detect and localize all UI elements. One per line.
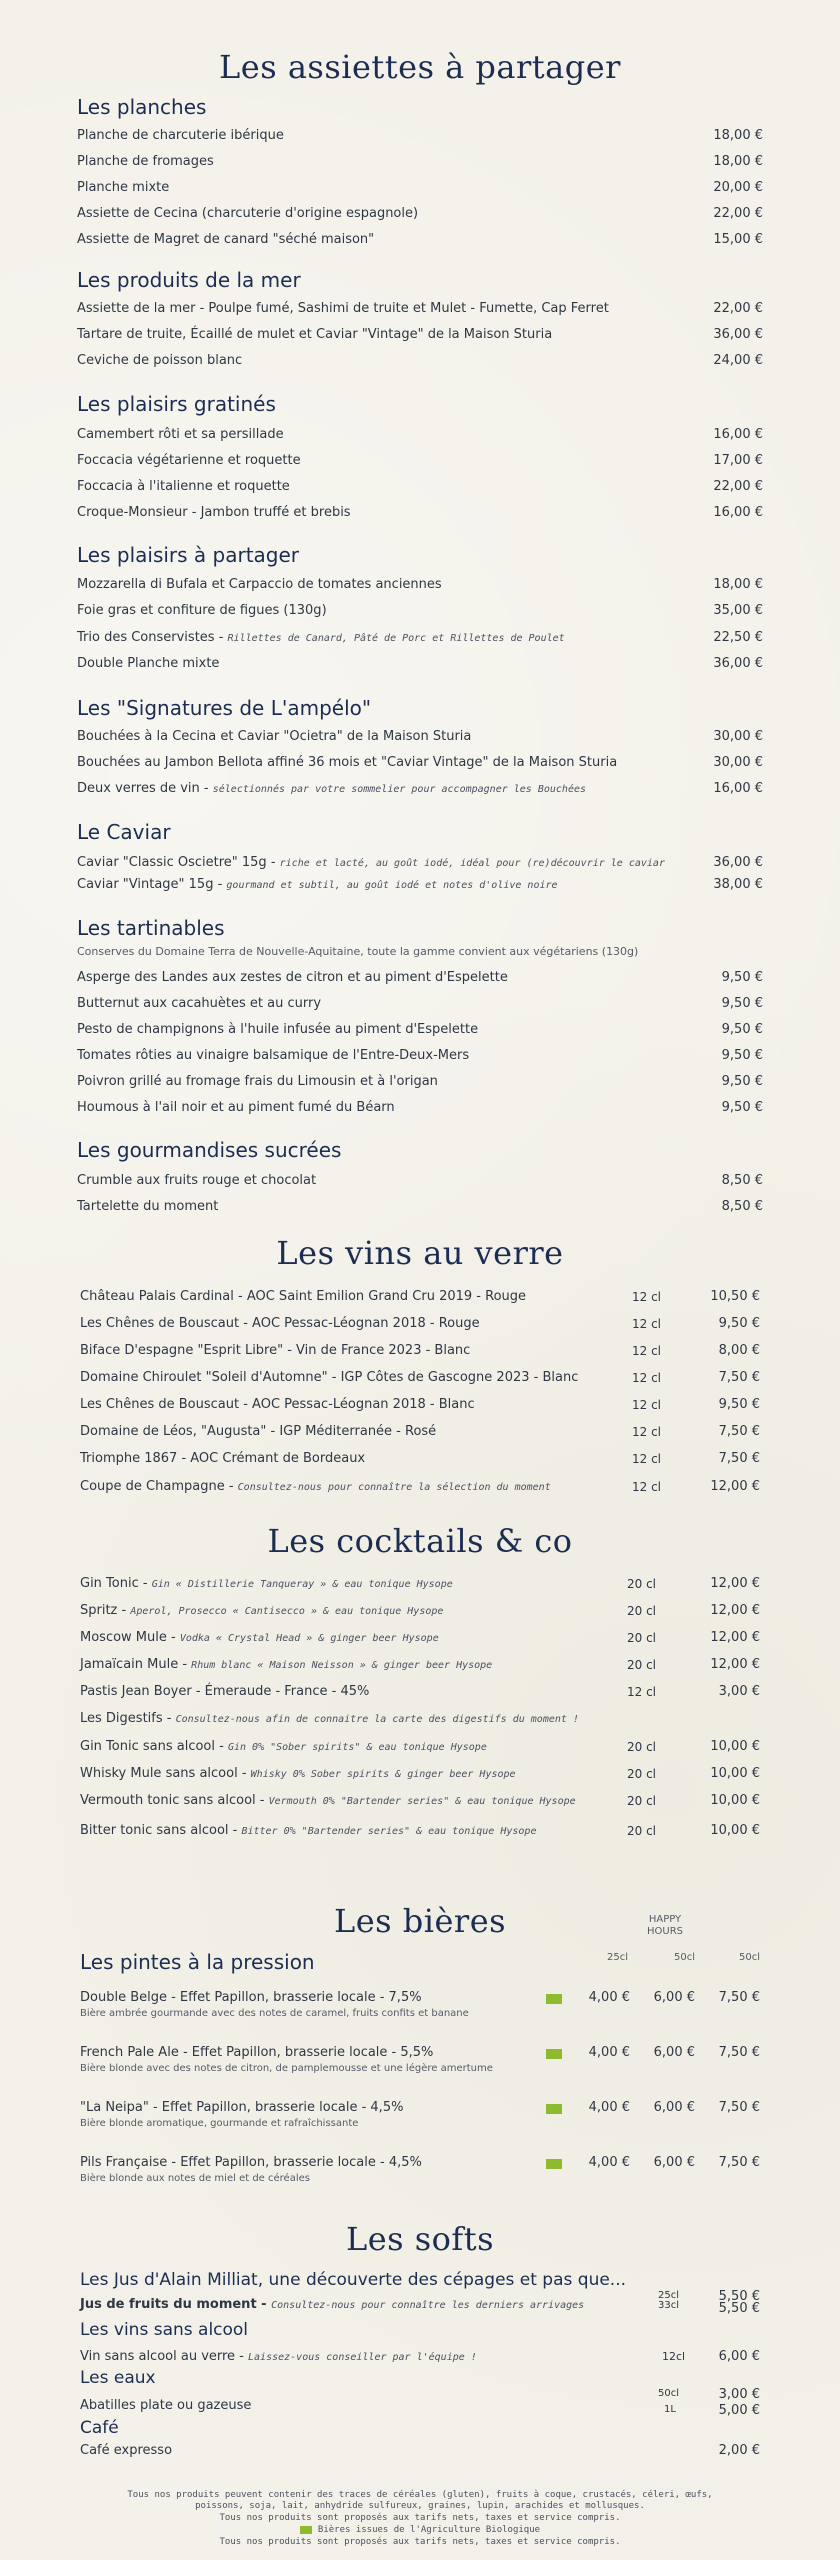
menu-item: Bouchées à la Cecina et Caviar "Ocietra" de la Maison Sturia 30,00 € [77, 729, 763, 744]
bio-legend: Bières issues de l'Agriculture Biologique [0, 2525, 840, 2536]
menu-item: Assiette de Magret de canard "séché maison" 15,00 € [77, 232, 763, 247]
wine-item: Coupe de Champagne - Consultez-nous pour connaître la sélection du moment 12 cl 12,00 € [80, 1479, 760, 1494]
title-assiettes: Les assiettes à partager [219, 48, 621, 86]
menu-item: Deux verres de vin - sélectionnés par votre sommelier pour accompagner les Bouchées 16,00 € [77, 781, 763, 796]
heading-cafe: Café [80, 2418, 119, 2438]
menu-item: Croque-Monsieur - Jambon truffé et brebis 16,00 € [77, 505, 763, 520]
heading-eaux: Les eaux [80, 2368, 156, 2388]
cocktail-item: Pastis Jean Boyer - Émeraude - France - 45% 12 cl 3,00 € [80, 1684, 760, 1699]
menu-item: Trio des Conservistes - Rillettes de Canard, Pâté de Porc et Rillettes de Poulet 22,50 € [77, 630, 763, 645]
tarifs-note-2: Tous nos produits sont proposés aux tarifs nets, taxes et service compris. [219, 2537, 621, 2547]
bio-badge-icon [546, 2159, 562, 2169]
soft-item: Jus de fruits du moment - Consultez-nous pour connaître les derniers arrivages 25cl 33cl 5,50 € 5,50 € [80, 2289, 760, 2316]
cocktail-item: Bitter tonic sans alcool - Bitter 0% "Bartender series" & eau tonique Hysope 20 cl 10,00 € [80, 1823, 760, 1838]
menu-item: Mozzarella di Bufala et Carpaccio de tomates anciennes 18,00 € [77, 577, 763, 592]
heading-vins-sans: Les vins sans alcool [80, 2320, 249, 2340]
tarifs-note: Tous nos produits sont proposés aux tarifs nets, taxes et service compris. [219, 2513, 621, 2523]
menu-item: Planche mixte 20,00 € [77, 180, 763, 195]
heading-tartinables: Les tartinables [77, 916, 225, 940]
bio-badge-icon [546, 1994, 562, 2004]
menu-item: Asperge des Landes aux zestes de citron et au piment d'Espelette 9,50 € [77, 970, 763, 985]
menu-item: Butternut aux cacahuètes et au curry 9,50 € [77, 996, 763, 1011]
menu-item: Caviar "Classic Oscietre" 15g - riche et lacté, au goût iodé, idéal pour (re)découvrir le caviar 36,00 € [77, 855, 763, 870]
wine-item: Triomphe 1867 - AOC Crémant de Bordeaux 12 cl 7,50 € [80, 1451, 760, 1466]
soft-item: Abatilles plate ou gazeuse 50cl 1L 3,00 € 5,00 € [80, 2387, 760, 2418]
menu-item: Ceviche de poisson blanc 24,00 € [77, 353, 763, 368]
title-vins: Les vins au verre [276, 1234, 564, 1272]
menu-item: Assiette de Cecina (charcuterie d'origine espagnole) 22,00 € [77, 206, 763, 221]
menu-item: Assiette de la mer - Poulpe fumé, Sashimi de truite et Mulet - Fumette, Cap Ferret 22,00 € [77, 301, 763, 316]
wine-item: Les Chênes de Bouscaut - AOC Pessac-Léognan 2018 - Rouge 12 cl 9,50 € [80, 1316, 760, 1331]
allergens-note: Tous nos produits peuvent contenir des traces de céréales (gluten), fruits à coque, crustacés, céleri, œufs, poissons, soja, lait, anhydride sulfureux, graines, lupin, arachides et mollusques. [127, 2490, 713, 2511]
col-25cl: 25cl [606, 1952, 628, 1963]
heading-mer: Les produits de la mer [77, 268, 301, 292]
menu-item: Foccacia à l'italienne et roquette 22,00 € [77, 479, 763, 494]
happy-hours-label: HAPPY HOURS [646, 1914, 683, 1937]
heading-partager: Les plaisirs à partager [77, 543, 300, 567]
menu-item: Tartelette du moment 8,50 € [77, 1199, 763, 1214]
menu-item: Foie gras et confiture de figues (130g) 35,00 € [77, 603, 763, 618]
menu-item: Foccacia végétarienne et roquette 17,00 € [77, 453, 763, 468]
menu-item: Tomates rôties au vinaigre balsamique de l'Entre-Deux-Mers 9,50 € [77, 1048, 763, 1063]
title-bieres: Les bières [333, 1902, 507, 1940]
bio-badge-icon [300, 2526, 312, 2534]
beer-item: French Pale Ale - Effet Papillon, brasserie locale - 5,5% Bière blonde avec des notes de citron, de pamplemousse et une légère amertume 4,00 € 6,00 € 7,50 € [80, 2045, 760, 2074]
wine-item: Domaine Chiroulet "Soleil d'Automne" - IGP Côtes de Gascogne 2023 - Blanc 12 cl 7,50 € [80, 1370, 760, 1385]
cocktail-item: Moscow Mule - Vodka « Crystal Head » & ginger beer Hysope 20 cl 12,00 € [80, 1630, 760, 1645]
soft-item: Vin sans alcool au verre - Laissez-vous conseiller par l'équipe ! 12cl 6,00 € [80, 2349, 760, 2364]
menu-item: Camembert rôti et sa persillade 16,00 € [77, 427, 763, 442]
col-50cl-hh: 50cl [673, 1952, 695, 1963]
heading-signatures: Les "Signatures de L'ampélo" [77, 696, 372, 720]
menu-item: Tartare de truite, Écaillé de mulet et Caviar "Vintage" de la Maison Sturia 36,00 € [77, 327, 763, 342]
wine-item: Les Chênes de Bouscaut - AOC Pessac-Léognan 2018 - Blanc 12 cl 9,50 € [80, 1397, 760, 1412]
menu-item: Pesto de champignons à l'huile infusée au piment d'Espelette 9,50 € [77, 1022, 763, 1037]
cocktail-item: Gin Tonic sans alcool - Gin 0% "Sober spirits" & eau tonique Hysope 20 cl 10,00 € [80, 1739, 760, 1754]
heading-gratines: Les plaisirs gratinés [77, 392, 276, 416]
wine-item: Domaine de Léos, "Augusta" - IGP Méditerranée - Rosé 12 cl 7,50 € [80, 1424, 760, 1439]
title-softs: Les softs [345, 2220, 495, 2258]
col-50cl: 50cl [738, 1952, 760, 1963]
bio-badge-icon [546, 2104, 562, 2114]
title-cocktails: Les cocktails & co [267, 1522, 573, 1560]
wine-item: Biface D'espagne "Esprit Libre" - Vin de France 2023 - Blanc 12 cl 8,00 € [80, 1343, 760, 1358]
cocktail-item: Whisky Mule sans alcool - Whisky 0% Sober spirits & ginger beer Hysope 20 cl 10,00 € [80, 1766, 760, 1781]
wine-item: Château Palais Cardinal - AOC Saint Emilion Grand Cru 2019 - Rouge 12 cl 10,50 € [80, 1289, 760, 1304]
menu-item: Planche de charcuterie ibérique 18,00 € [77, 128, 763, 143]
cocktail-item: Gin Tonic - Gin « Distillerie Tanqueray » & eau tonique Hysope 20 cl 12,00 € [80, 1576, 760, 1591]
cocktail-item: Vermouth tonic sans alcool - Vermouth 0% "Bartender series" & eau tonique Hysope 20 cl 10,00 € [80, 1793, 760, 1808]
menu-item: Planche de fromages 18,00 € [77, 154, 763, 169]
beer-item: "La Neipa" - Effet Papillon, brasserie locale - 4,5% Bière blonde aromatique, gourmande et rafraîchissante 4,00 € 6,00 € 7,50 € [80, 2100, 760, 2129]
bio-badge-icon [546, 2049, 562, 2059]
beer-item: Double Belge - Effet Papillon, brasserie locale - 7,5% Bière ambrée gourmande avec des notes de caramel, fruits confits et banane 4,00 € 6,00 € 7,50 € [80, 1990, 760, 2019]
cocktail-item: Spritz - Aperol, Prosecco « Cantisecco » & eau tonique Hysope 20 cl 12,00 € [80, 1603, 760, 1618]
heading-gourmandises: Les gourmandises sucrées [77, 1138, 342, 1162]
beer-item: Pils Française - Effet Papillon, brasserie locale - 4,5% Bière blonde aux notes de miel et de céréales 4,00 € 6,00 € 7,50 € [80, 2155, 760, 2184]
menu-item: Crumble aux fruits rouge et chocolat 8,50 € [77, 1173, 763, 1188]
menu-item: Caviar "Vintage" 15g - gourmand et subtil, au goût iodé et notes d'olive noire 38,00 € [77, 877, 763, 892]
menu-item: Poivron grillé au fromage frais du Limousin et à l'origan 9,50 € [77, 1074, 763, 1089]
heading-caviar: Le Caviar [77, 820, 171, 844]
menu-item: Bouchées au Jambon Bellota affiné 36 mois et "Caviar Vintage" de la Maison Sturia 30,00 € [77, 755, 763, 770]
menu-item: Double Planche mixte 36,00 € [77, 656, 763, 671]
soft-item: Café expresso 2,00 € [80, 2443, 760, 2458]
cocktail-item: Les Digestifs - Consultez-nous afin de connaitre la carte des digestifs du moment ! [80, 1711, 579, 1726]
menu-item: Houmous à l'ail noir et au piment fumé du Béarn 9,50 € [77, 1100, 763, 1115]
tartinables-note: Conserves du Domaine Terra de Nouvelle-Aquitaine, toute la gamme convient aux végétariens (130g) [77, 945, 639, 958]
heading-jus: Les Jus d'Alain Milliat, une découverte des cépages et pas que... [80, 2270, 627, 2290]
heading-planches: Les planches [77, 95, 207, 119]
heading-pintes: Les pintes à la pression [80, 1950, 315, 1974]
cocktail-item: Jamaïcain Mule - Rhum blanc « Maison Neisson » & ginger beer Hysope 20 cl 12,00 € [80, 1657, 760, 1672]
